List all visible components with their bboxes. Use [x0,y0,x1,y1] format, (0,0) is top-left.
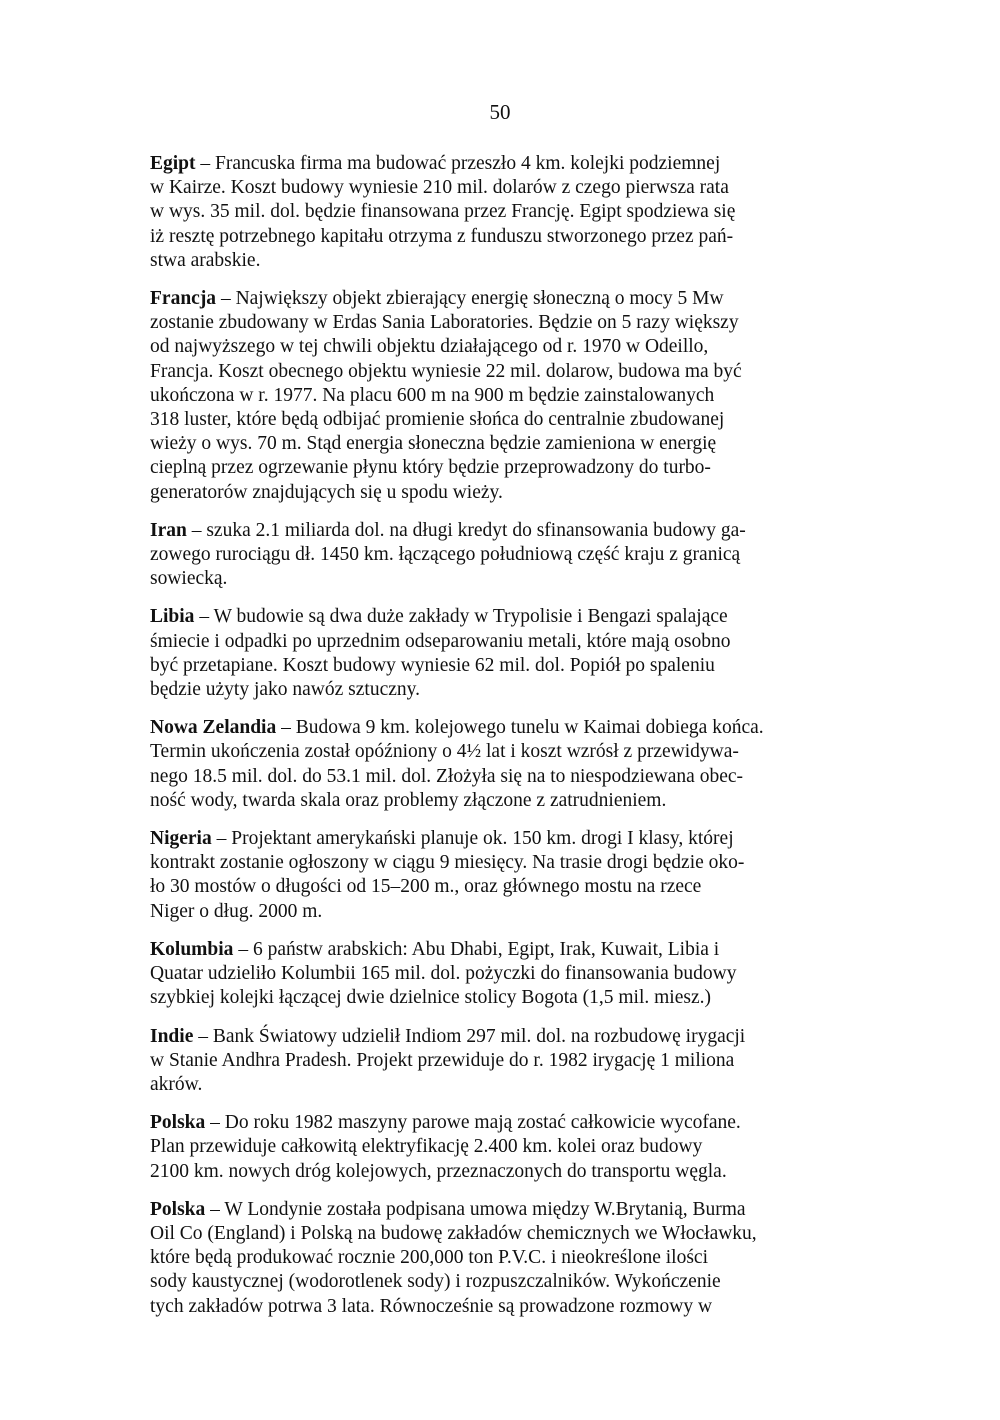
entry-line: Plan przewiduje całkowitą elektryfikację 2.400 km. kolei oraz budowy [150,1136,703,1158]
entry-line: Quatar udzieliło Kolumbii 165 mil. dol. pożyczki do finansowania budowy [150,963,737,985]
entry-line: będzie użyty jako nawóz sztuczny. [150,679,421,701]
entry-line: ukończona w r. 1977. Na placu 600 m na 900 m będzie zainstalowanych [150,384,715,406]
entry-line: Oil Co (England) i Polską na budowę zakładów chemicznych we Włocławku, [150,1222,757,1244]
entry-text: – 6 państw arabskich: Abu Dhabi, Egipt, Irak, Kuwait, Libia i [233,938,720,960]
page-number: 50 [489,100,511,124]
entry-line: szybkiej kolejki łączącej dwie dzielnice stolicy Bogota (1,5 mil. miesz.) [150,987,711,1009]
entry-country-label: Iran [150,519,187,541]
entry-egipt [150,152,870,273]
entry-line [150,152,870,176]
entry-line: wieży o wys. 70 m. Stąd energia słoneczna będzie zamieniona w energię [150,433,717,455]
entry-line [150,938,870,962]
entry-line: kontrakt zostanie ogłoszony w ciągu 9 miesięcy. Na trasie drogi będzie oko- [150,852,745,874]
entry-line: w Stanie Andhra Pradesh. Projekt przewiduje do r. 1982 irygację 1 miliona [150,1049,735,1071]
entry-text: – Największy objekt zbierający energię słoneczną o mocy 5 Mw [216,288,724,310]
entry-text: – Francuska firma ma budować przeszło 4 km. kolejki podziemnej [195,153,721,174]
entry-line [150,605,870,629]
entry-text: – W budowie są dwa duże zakłady w Trypolisie i Bengazi spalające [194,606,728,628]
entry-country-label: Polska [150,1198,206,1220]
entry-line [150,287,870,311]
entry-line: zowego rurociągu dł. 1450 km. łączącego południową część kraju z granicą [150,544,741,566]
entry-line: ło 30 mostów o długości od 15–200 m., oraz głównego mostu na rzece [150,876,702,898]
entry-line: Niger o dług. 2000 m. [150,900,323,922]
entry-line: cieplną przez ogrzewanie płynu który będzie przeprowadzony do turbo- [150,457,711,479]
entry-line: sody kaustycznej (wodorotlenek sody) i rozpuszczalników. Wykończenie [150,1271,721,1293]
entry-line [150,827,870,851]
entry-line [150,716,870,740]
entry-kolumbia [150,938,870,1011]
entry-line: generatorów znajdujących się u spodu wieży. [150,481,503,503]
entry-text: – Budowa 9 km. kolejowego tunelu w Kaimai dobiega końca. [276,717,764,739]
entry-country-label: Francja [150,288,217,310]
entry-country-label: Kolumbia [150,938,234,960]
entry-indie [150,1025,870,1098]
entry-country-label: Egipt [150,153,196,174]
entry-line: sowiecką. [150,568,228,590]
entry-line [150,1198,870,1222]
entry-line [150,519,870,543]
entry-text: – Bank Światowy udzielił Indiom 297 mil. dol. na rozbudowę irygacji [193,1025,746,1047]
entry-text: – szuka 2.1 miliarda dol. na długi kredyt do sfinansowania budowy ga- [186,519,746,541]
entry-francja [150,287,870,505]
entry-country-label: Polska [150,1112,206,1134]
entry-nowa-zelandia [150,716,870,813]
entry-line [150,1025,870,1049]
entry-country-label: Nigeria [150,828,212,850]
entry-line: 2100 km. nowych dróg kolejowych, przeznaczonych do transportu węgla. [150,1160,727,1182]
entry-polska-2 [150,1198,870,1319]
entry-text: – Do roku 1982 maszyny parowe mają zostać całkowicie wycofane. [205,1112,741,1134]
article-body [150,152,870,1333]
entry-text: – Projektant amerykański planuje ok. 150 km. drogi I klasy, której [211,828,734,850]
entry-country-label: Indie [150,1025,194,1047]
entry-line: nego 18.5 mil. dol. do 53.1 mil. dol. Złożyła się na to niespodziewana obec- [150,765,743,787]
entry-line: tych zakładów potrwa 3 lata. Równocześnie są prowadzone rozmowy w [150,1295,713,1317]
entry-text: – W Londynie została podpisana umowa między W.Brytanią, Burma [205,1198,746,1220]
entry-libia [150,605,870,702]
entry-line: stwa arabskie. [150,249,261,271]
entry-line: które będą produkować rocznie 200,000 ton P.V.C. i nieokreślone ilości [150,1247,708,1269]
entry-iran [150,519,870,592]
entry-line: iż resztę potrzebnego kapitału otrzyma z funduszu stworzonego przez pań- [150,225,734,247]
entry-line: Francja. Koszt obecnego objektu wyniesie 22 mil. dolarow, budowa ma być [150,360,742,382]
entry-country-label: Nowa Zelandia [150,717,277,739]
entry-nigeria [150,827,870,924]
entry-line: 318 luster, które będą odbijać promienie słońca do centralnie zbudowanej [150,409,725,431]
entry-line: śmiecie i odpadki po uprzednim odseparowaniu metali, które mają osobno [150,630,731,652]
entry-line: być przetapiane. Koszt budowy wyniesie 62 mil. dol. Popiół po spaleniu [150,654,715,676]
entry-line: zostanie zbudowany w Erdas Sania Laboratories. Będzie on 5 razy większy [150,312,739,334]
entry-line [150,1111,870,1135]
entry-polska-1 [150,1111,870,1184]
entry-line: od najwyższego w tej chwili objektu działającego od r. 1970 w Odeillo, [150,336,709,358]
entry-line: ność wody, twarda skala oraz problemy złączone z zatrudnieniem. [150,789,667,811]
entry-line: Termin ukończenia został opóźniony o 4½ lat i koszt wzrósł z przewidywa- [150,741,739,763]
entry-country-label: Libia [150,606,195,628]
entry-line: w wys. 35 mil. dol. będzie finansowana przez Francję. Egipt spodziewa się [150,201,736,223]
entry-line: w Kairze. Koszt budowy wyniesie 210 mil. dolarów z czego pierwsza rata [150,177,729,199]
entry-line: akrów. [150,1073,203,1095]
